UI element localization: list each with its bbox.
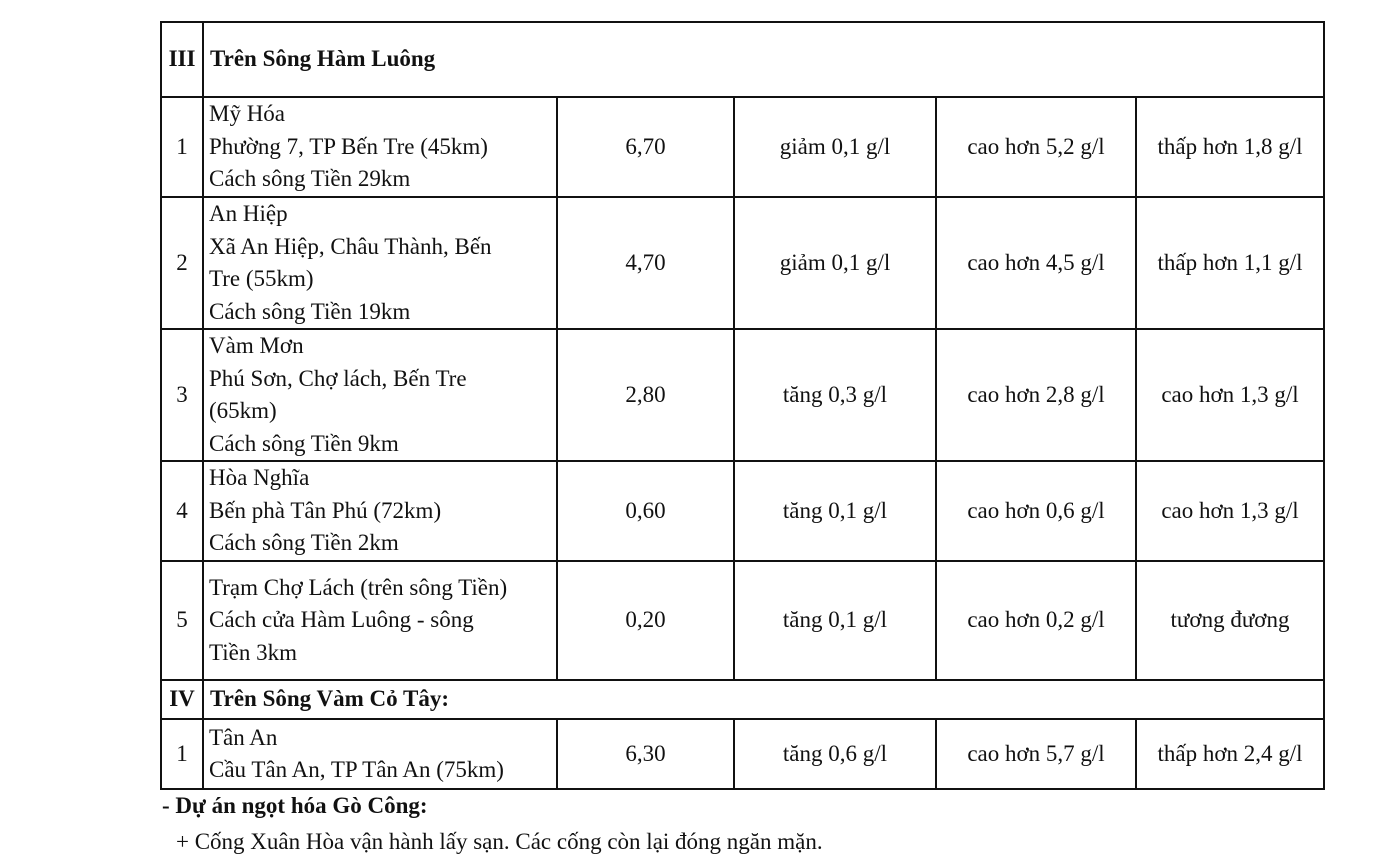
row-index: 3 [161,329,203,461]
location-line: Phường 7, TP Bến Tre (45km) [209,133,488,159]
location-line: Tân An [209,724,278,750]
compare-cell-1: cao hơn 5,7 g/l [936,719,1136,789]
location-line: An Hiệp [209,201,288,226]
location-line: (65km) [209,398,277,423]
row-index: 2 [161,197,203,329]
location-line: Trạm Chợ Lách (trên sông Tiền) [209,574,508,600]
change-cell: tăng 0,6 g/l [734,719,936,789]
table-row [161,719,1324,789]
compare-cell-2: thấp hơn 1,8 g/l [1136,97,1324,197]
change-cell: tăng 0,1 g/l [734,461,936,561]
compare-cell-2: cao hơn 1,3 g/l [1136,329,1324,461]
table-row [161,197,1324,329]
compare-cell-2: tương đương [1136,561,1324,680]
location-cell [203,197,557,329]
section-title: Trên Sông Hàm Luông [203,22,1324,97]
change-cell: giảm 0,1 g/l [734,97,936,197]
location-cell [203,461,557,561]
table-row [161,461,1324,561]
location-line: Hòa Nghĩa [209,465,310,491]
salinity-value: 2,80 [557,329,734,461]
row-index: 4 [161,461,203,561]
location-line: Cách sông Tiền 29km [209,166,411,192]
compare-cell-1: cao hơn 4,5 g/l [936,197,1136,329]
location-cell [203,97,557,197]
section-numeral: IV [161,680,203,719]
row-index: 1 [161,719,203,789]
compare-cell-2: thấp hơn 1,1 g/l [1136,197,1324,329]
location-line: Mỹ Hóa [209,101,286,127]
compare-cell-1: cao hơn 0,2 g/l [936,561,1136,680]
change-cell: tăng 0,3 g/l [734,329,936,461]
section-header-row [161,22,1324,97]
section-numeral: III [161,22,203,97]
change-cell: tăng 0,1 g/l [734,561,936,680]
location-line: Cách cửa Hàm Luông - sông [209,607,474,633]
project-note: + Cống Xuân Hòa vận hành lấy sạn. Các cống còn lại đóng ngăn mặn. [176,829,823,854]
location-line: Tiền 3km [209,639,297,665]
location-line: Cách sông Tiền 19km [209,298,411,324]
salinity-table [160,21,1325,790]
location-line: Cầu Tân An, TP Tân An (75km) [209,757,504,782]
salinity-value: 0,20 [557,561,734,680]
row-index: 1 [161,97,203,197]
location-line: Cách sông Tiền 9km [209,430,399,456]
location-line: Bến phà Tân Phú (72km) [209,497,442,523]
section-title: Trên Sông Vàm Cỏ Tây: [203,680,1324,719]
table-row [161,97,1324,197]
location-line: Tre (55km) [209,266,314,291]
location-line: Xã An Hiệp, Châu Thành, Bến [209,233,492,259]
compare-cell-1: cao hơn 5,2 g/l [936,97,1136,197]
salinity-value: 0,60 [557,461,734,561]
compare-cell-1: cao hơn 0,6 g/l [936,461,1136,561]
location-cell [203,719,557,789]
table-row [161,561,1324,680]
location-line: Vàm Mơn [209,333,304,358]
location-line: Phú Sơn, Chợ lách, Bến Tre [209,365,467,391]
compare-cell-2: thấp hơn 2,4 g/l [1136,719,1324,789]
location-line: Cách sông Tiền 2km [209,530,399,556]
table-row [161,329,1324,461]
row-index: 5 [161,561,203,680]
salinity-value: 6,30 [557,719,734,789]
compare-cell-2: cao hơn 1,3 g/l [1136,461,1324,561]
compare-cell-1: cao hơn 2,8 g/l [936,329,1136,461]
project-heading: - Dự án ngọt hóa Gò Công: [162,793,428,818]
salinity-value: 4,70 [557,197,734,329]
section-header-row [161,680,1324,719]
salinity-value: 6,70 [557,97,734,197]
location-cell [203,561,557,680]
location-cell [203,329,557,461]
change-cell: giảm 0,1 g/l [734,197,936,329]
